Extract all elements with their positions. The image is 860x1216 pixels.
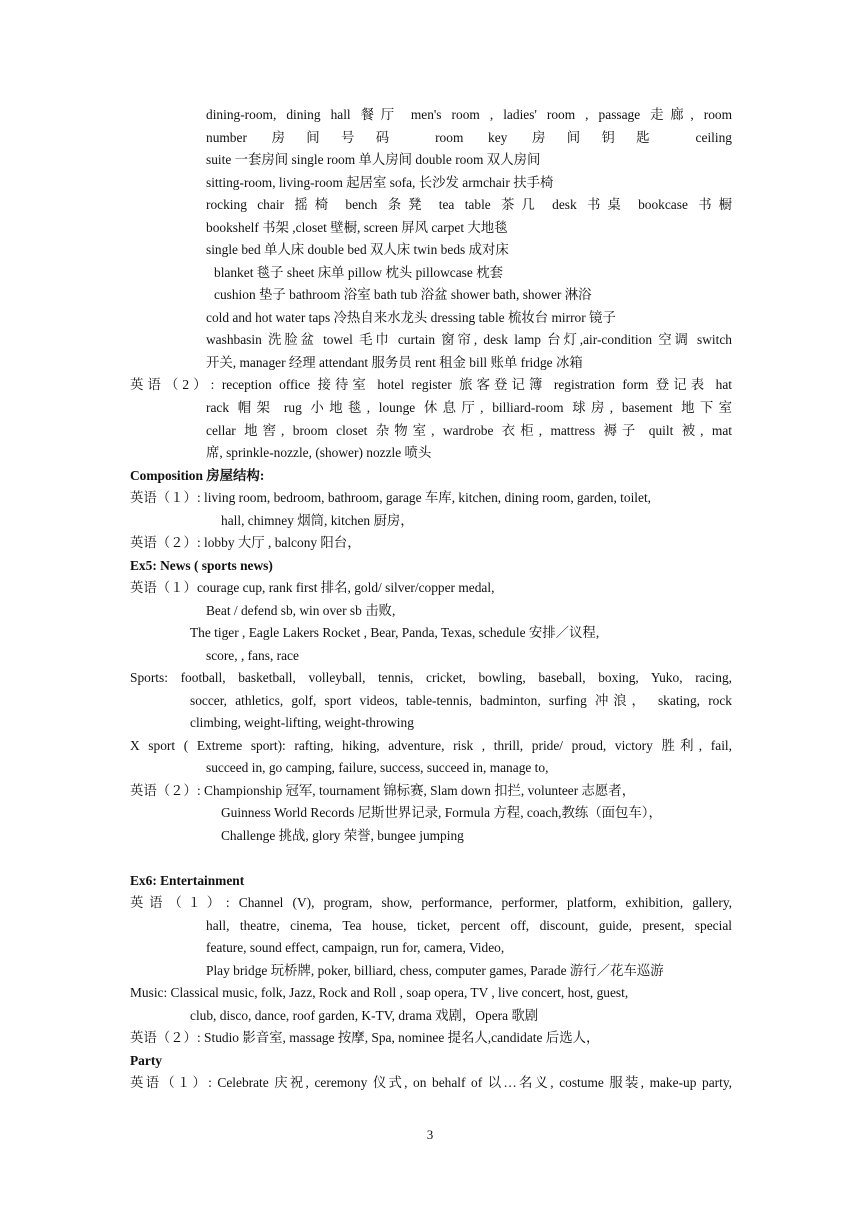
text-line: 英语（１）: Channel (V), program, show, performance, performer, platform, exhibition, gallery, [130,895,732,910]
text-line: 英语（１）: Celebrate 庆祝, ceremony 仪式, on behalf of 以…名义, costume 服装, make-up party, [130,1075,732,1090]
text-line: X sport ( Extreme sport): rafting, hiking, adventure, risk , thrill, pride/ proud, victory 胜利, fail, [130,738,732,753]
text-line: 英语（２）: lobby 大厅 , balcony 阳台， [130,535,361,550]
text-line: rocking chair 摇椅 bench 条凳 tea table 茶几 desk 书桌 bookcase 书橱 [206,197,732,212]
text-line: cushion 垫子 bathroom 浴室 bath tub 浴盆 shower bath, shower 淋浴 [214,287,592,302]
section-heading: Ex6: Entertainment [130,873,245,888]
section-heading: Ex5: News ( sports news) [130,558,273,573]
text-line: succeed in, go camping, failure, success, succeed in, manage to, [206,760,549,775]
text-line: climbing, weight-lifting, weight-throwing [190,715,414,730]
text-line: Beat / defend sb, win over sb 击败, [206,603,396,618]
text-line: Music: Classical music, folk, Jazz, Rock and Roll , soap opera, TV , live concert, host, guest, [130,985,629,1000]
text-line: 开关, manager 经理 attendant 服务员 rent 租金 bill 账单 fridge 冰箱 [206,355,583,370]
text-line: 英语（１）: living room, bedroom, bathroom, garage 车库, kitchen, dining room, garden, toilet, [130,490,652,505]
text-line: single bed 单人床 double bed 双人床 twin beds 成对床 [206,242,509,257]
text-line: feature, sound effect, campaign, run for, camera, Video, [206,940,505,955]
text-line: hall, theatre, cinema, Tea house, ticket, percent off, discount, guide, present, special [206,918,732,933]
text-line: cellar 地窖, broom closet 杂物室, wardrobe 衣柜, mattress 褥子 quilt 被, mat [206,423,732,438]
text-line: washbasin 洗脸盆 towel 毛巾 curtain 窗帘, desk lamp 台灯,air-condition 空调 switch [206,332,732,347]
text-line: 英语（２）: Championship 冠军, tournament 锦标赛, Slam down 扣拦, volunteer 志愿者， [130,783,636,798]
text-line: Play bridge 玩桥牌, poker, billiard, chess, computer games, Parade 游行／花车巡游 [206,963,664,978]
text-line: Sports: football, basketball, volleyball, tennis, cricket, bowling, baseball, boxing, Yuko, racing, [130,670,732,685]
text-line: Challenge 挑战, glory 荣誉, bungee jumping [221,828,464,843]
text-line: 席, sprinkle-nozzle, (shower) nozzle 喷头 [206,445,432,460]
text-line: soccer, athletics, golf, sport videos, table-tennis, badminton, surfing 冲浪， skating, rock [190,693,732,708]
text-line: cold and hot water taps 冷热自来水龙头 dressing table 梳妆台 mirror 镜子 [206,310,616,325]
text-line: dining-room, dining hall 餐厅 men's room , ladies' room , passage 走廊, room [206,107,732,122]
text-line: number 房间号码 room key 房间钥匙 ceiling [206,130,732,145]
text-line: suite 一套房间 single room 单人房间 double room 双人房间 [206,152,541,167]
text-line: Guinness World Records 尼斯世界记录, Formula 方程, coach,教练（面包车）， [221,805,662,820]
text-line: club, disco, dance, roof garden, K-TV, drama 戏剧，Opera 歌剧 [190,1008,539,1023]
page-number: 3 [426,1127,434,1142]
text-line: hall, chimney 烟筒, kitchen 厨房， [221,513,414,528]
text-line: score, , fans, race [206,648,299,663]
text-line: rack 帽架 rug 小地毯, lounge 休息厅, billiard-room 球房, basement 地下室 [206,400,732,415]
text-line: sitting-room, living-room 起居室 sofa, 长沙发 armchair 扶手椅 [206,175,554,190]
text-line: bookshelf 书架 ,closet 壁橱, screen 屏风 carpet 大地毯 [206,220,508,235]
section-heading: Composition 房屋结构: [130,468,265,483]
text-line: The tiger , Eagle Lakers Rocket , Bear, Panda, Texas, schedule 安排／议程, [190,625,600,640]
text-line: blanket 毯子 sheet 床单 pillow 枕头 pillowcase 枕套 [214,265,503,280]
text-line: 英语（2）: reception office 接待室 hotel register 旅客登记簿 registration form 登记表 hat [130,377,732,392]
section-heading: Party [130,1053,162,1068]
text-line: 英语（１）courage cup, rank first 排名, gold/ silver/copper medal, [130,580,495,595]
text-line: 英语（２）: Studio 影音室, massage 按摩, Spa, nominee 提名人,candidate 后选人， [130,1030,600,1045]
